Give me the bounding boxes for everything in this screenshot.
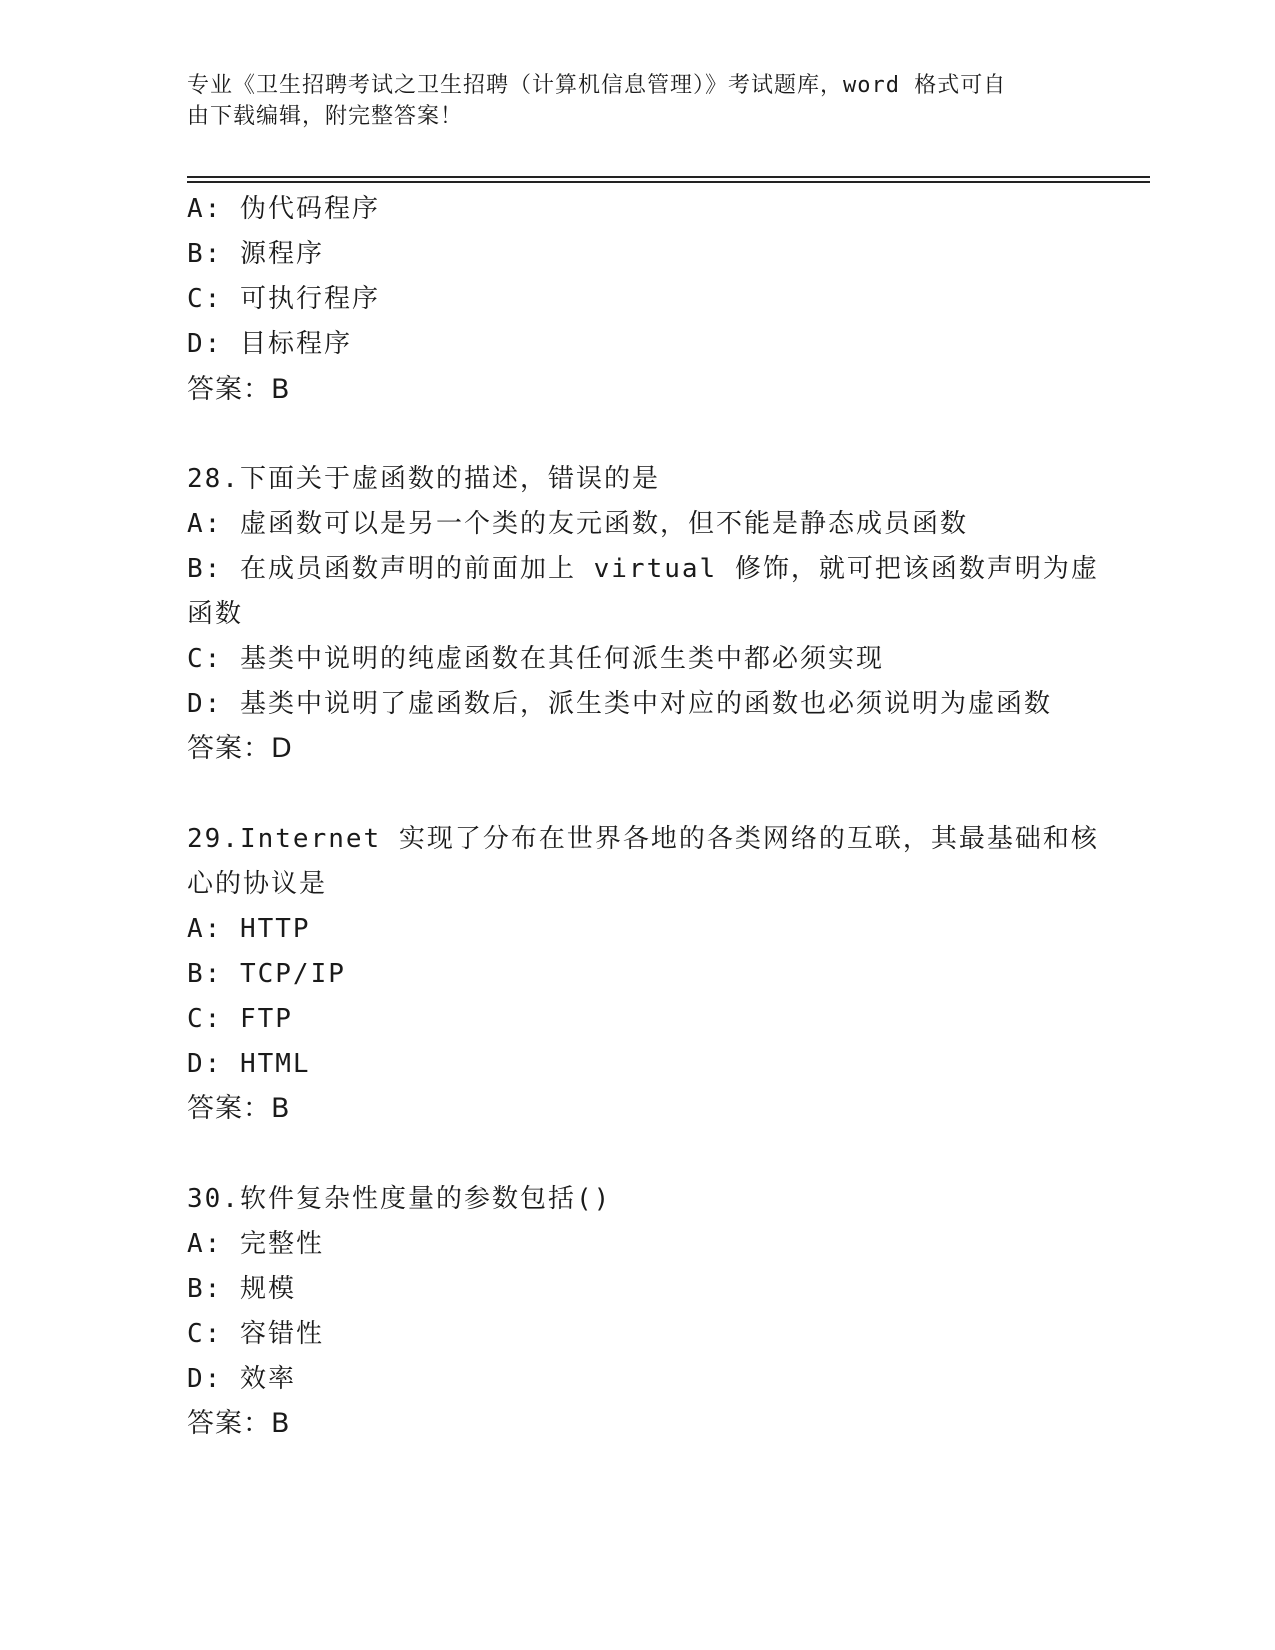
- q29-question-line-2: 心的协议是: [187, 869, 328, 899]
- q28-option-a: A: 虚函数可以是另一个类的友元函数，但不能是静态成员函数: [187, 509, 968, 539]
- header-divider-bottom: [187, 181, 1150, 183]
- q30-option-a: A: 完整性: [187, 1229, 324, 1259]
- q28-question: 28.下面关于虚函数的描述，错误的是: [187, 464, 660, 494]
- q29-option-a: A: HTTP: [187, 914, 311, 944]
- q27-option-c: C: 可执行程序: [187, 284, 380, 314]
- q27-option-b: B: 源程序: [187, 239, 324, 269]
- q28-answer: 答案：D: [187, 733, 293, 764]
- header-divider-top: [187, 176, 1150, 178]
- q29-option-d: D: HTML: [187, 1049, 311, 1079]
- q27-option-d: D: 目标程序: [187, 329, 352, 359]
- q29-option-c: C: FTP: [187, 1004, 293, 1034]
- q28-option-b-line-2: 函数: [187, 599, 244, 629]
- document-header: [187, 70, 1067, 132]
- q27-option-a: A: 伪代码程序: [187, 194, 380, 224]
- q27-answer: 答案：B: [187, 374, 291, 405]
- q28-option-d: D: 基类中说明了虚函数后，派生类中对应的函数也必须说明为虚函数: [187, 689, 1052, 719]
- q28-option-b-line-1: B: 在成员函数声明的前面加上 virtual 修饰，就可把该函数声明为虚: [187, 554, 1099, 584]
- q30-question: 30.软件复杂性度量的参数包括(): [187, 1184, 612, 1214]
- q30-option-b: B: 规模: [187, 1274, 296, 1304]
- q30-answer: 答案：B: [187, 1408, 291, 1439]
- q30-option-c: C: 容错性: [187, 1319, 324, 1349]
- q30-option-d: D: 效率: [187, 1364, 296, 1394]
- header-line-1: 专业《卫生招聘考试之卫生招聘（计算机信息管理）》考试题库，word 格式可自: [187, 73, 1007, 98]
- q29-question-line-1: 29.Internet 实现了分布在世界各地的各类网络的互联，其最基础和核: [187, 824, 1099, 854]
- header-line-2: 由下载编辑，附完整答案！: [187, 104, 464, 129]
- q28-option-c: C: 基类中说明的纯虚函数在其任何派生类中都必须实现: [187, 644, 884, 674]
- q29-option-b: B: TCP/IP: [187, 959, 346, 989]
- q29-answer: 答案：B: [187, 1093, 291, 1124]
